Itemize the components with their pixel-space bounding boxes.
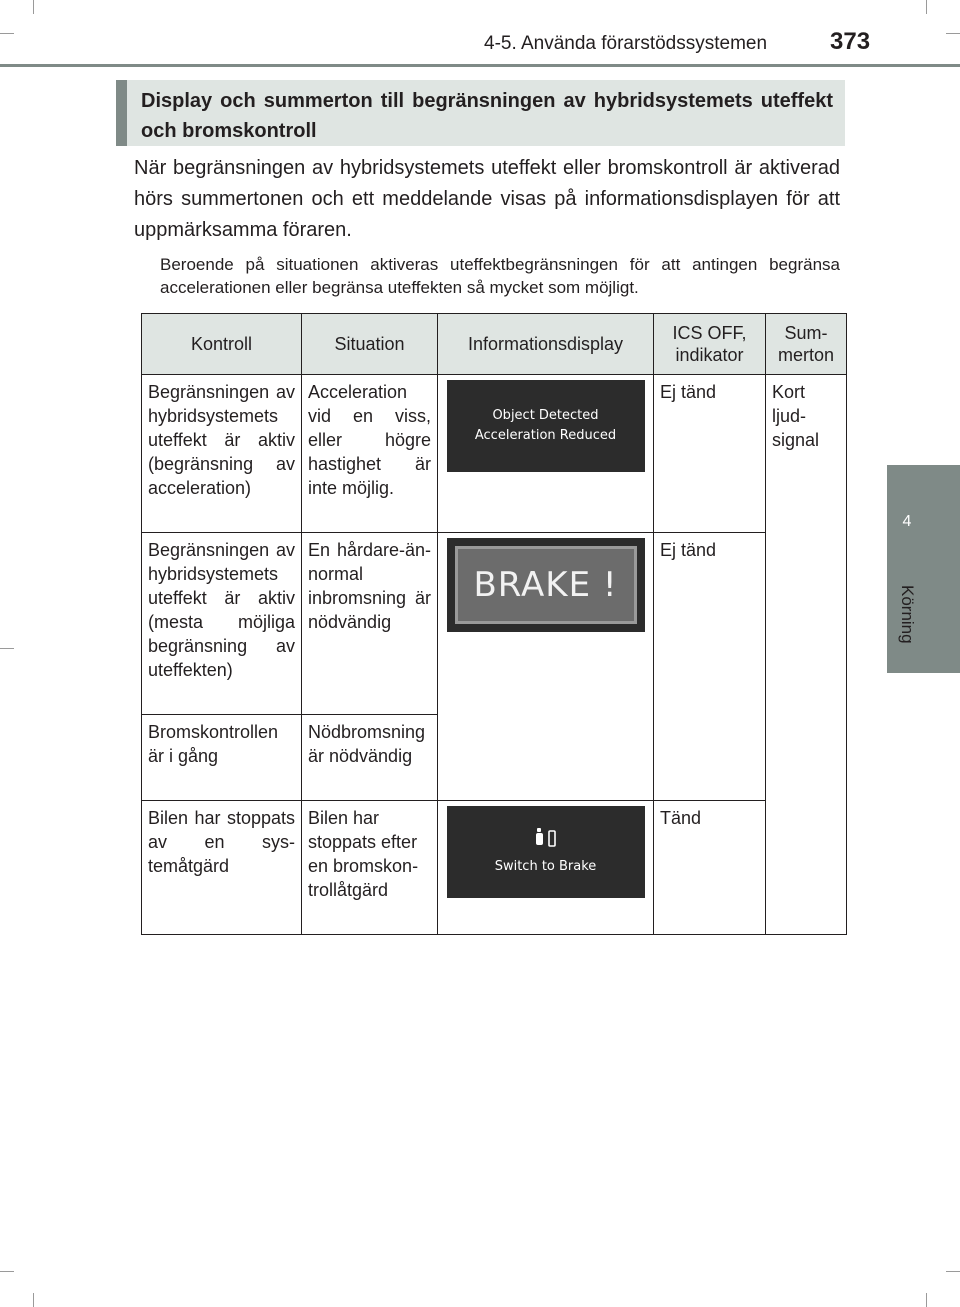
page-number: 373	[830, 28, 871, 55]
brake-text: BRAKE !	[455, 546, 637, 624]
display-object-detected	[447, 380, 645, 472]
display-line: Object Detected	[492, 408, 599, 423]
cell-kontroll: Begränsningen av hybridsystemets uteffekt är aktiv (begränsning av acceleration)	[142, 375, 302, 533]
header-situation: Situation	[302, 314, 438, 375]
cell-situation: Bilen har stoppats efter en bromskontrollåtgärd	[302, 801, 438, 935]
chapter-number: 4	[902, 513, 912, 530]
cell-indikator: Ej tänd	[654, 375, 766, 533]
section-heading: Display och summerton till begränsningen av hybridsystemets uteffekt och bromskontroll	[141, 90, 833, 142]
chapter-side-tab	[887, 465, 960, 673]
display-brake	[447, 538, 645, 632]
cell-kontroll: Bromskontrollen är i gång	[142, 715, 302, 801]
display-line: Acceleration Reduced	[474, 428, 617, 443]
cell-situation: Nödbromsning är nödvändig	[302, 715, 438, 801]
crop-mark	[0, 33, 14, 34]
cell-kontroll: Bilen har stoppats av en systemåtgärd	[142, 801, 302, 935]
chapter-label: Körning	[898, 585, 917, 644]
intro-paragraph: När begränsningen av hybridsystemets uteffekt eller bromskontroll är aktiverad hörs summertonen och ett meddelande visas på informationsdisplayen för att uppmärksamma föraren.	[134, 157, 840, 241]
cell-summerton: Kort ljud-signal	[766, 375, 847, 935]
note-paragraph: Beroende på situationen aktiveras uteffektbegränsningen för att antingen begränsa accelerationen eller begränsa uteffekten så mycket som möjligt.	[160, 255, 840, 297]
crop-mark	[0, 1271, 14, 1272]
cell-situation: Acceleration vid en viss, eller högre hastighet är inte möjlig.	[302, 375, 438, 533]
crop-mark	[33, 0, 34, 14]
table-header-row	[142, 314, 847, 375]
table-row	[142, 375, 847, 533]
cell-situation: En hårdare-än-normal inbromsning är nödvändig	[302, 533, 438, 715]
control-table	[141, 313, 847, 935]
crop-mark	[946, 1271, 960, 1272]
crop-mark	[0, 648, 14, 649]
section-heading-box	[116, 80, 845, 146]
cell-indikator: Ej tänd	[654, 533, 766, 801]
header-ics-off-indikator: ICS OFF, indikator	[654, 314, 766, 375]
crop-mark	[926, 0, 927, 14]
table-row	[142, 533, 847, 715]
display-line: Switch to Brake	[494, 859, 597, 874]
crop-mark	[946, 33, 960, 34]
cell-display	[438, 801, 654, 935]
header-kontroll: Kontroll	[142, 314, 302, 375]
display-switch-to-brake	[447, 806, 645, 898]
crop-mark	[33, 1293, 34, 1307]
header-informationsdisplay: Informationsdisplay	[438, 314, 654, 375]
table-row	[142, 801, 847, 935]
cell-display	[438, 533, 654, 801]
chapter-label-wrap	[899, 585, 919, 655]
crop-mark	[926, 1293, 927, 1307]
section-title: 4-5. Använda förarstödssystemen	[484, 33, 768, 54]
header-rule	[0, 64, 960, 67]
foot-pedal-icon	[533, 827, 559, 849]
cell-display	[438, 375, 654, 533]
cell-indikator: Tänd	[654, 801, 766, 935]
cell-kontroll: Begränsningen av hybridsystemets uteffekt är aktiv (mesta möjliga begränsning av uteffekten)	[142, 533, 302, 715]
header-summerton: Sum-merton	[766, 314, 847, 375]
